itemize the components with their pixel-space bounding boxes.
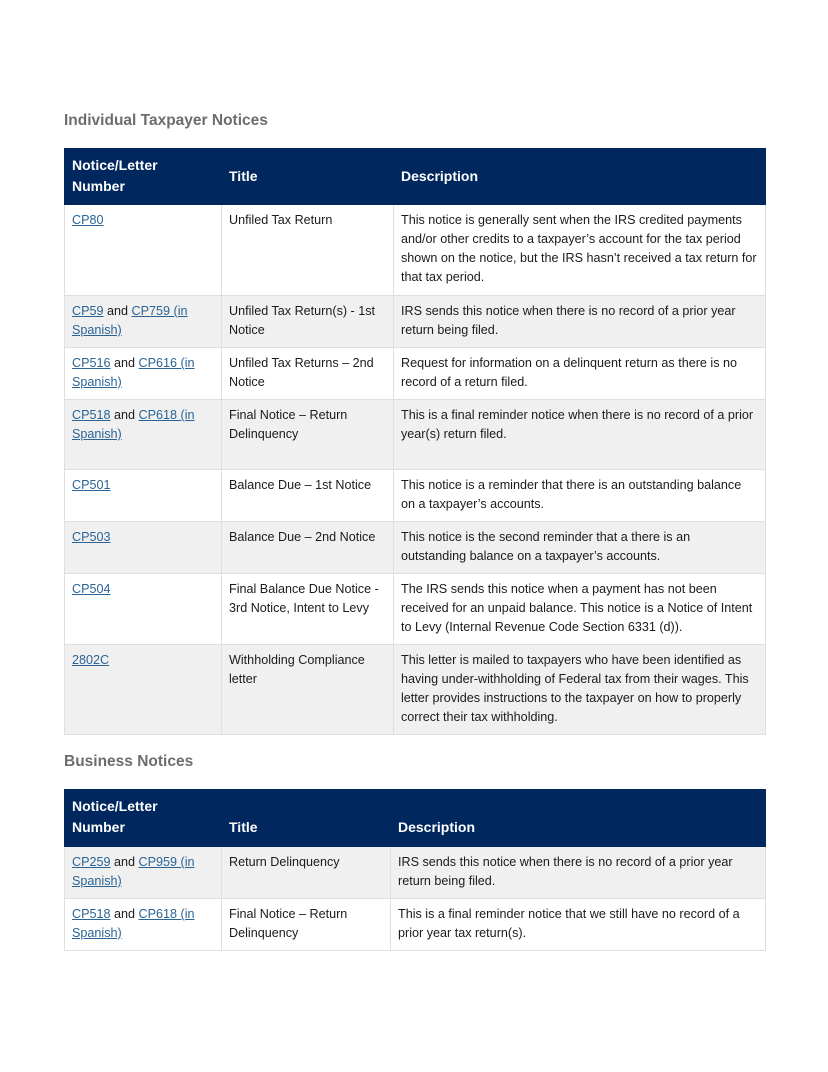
notice-number-cell <box>65 847 222 899</box>
notice-link[interactable]: CP518 <box>72 907 111 921</box>
spanish-notice-link[interactable]: CP618 (in Spanish) <box>72 408 195 441</box>
column-header-number: Notice/Letter Number <box>65 790 222 847</box>
notice-link[interactable]: CP518 <box>72 408 111 422</box>
notice-number-cell <box>65 205 222 296</box>
individual-notices-table <box>64 148 766 735</box>
notice-title-cell: Balance Due – 2nd Notice <box>222 522 394 574</box>
business-notices-body <box>65 847 766 951</box>
spanish-notice-link[interactable]: CP959 (in Spanish) <box>72 855 195 888</box>
individual-notices-body <box>65 205 766 735</box>
notice-number-cell <box>65 348 222 400</box>
notice-number-cell <box>65 899 222 951</box>
notice-number-cell <box>65 400 222 470</box>
business-notices-table <box>64 789 766 951</box>
notice-link[interactable]: CP504 <box>72 582 111 596</box>
notice-description-cell: This notice is generally sent when the IRS credited payments and/or other credits to a taxpayer’s account for the tax period shown on the notice, but the IRS hasn’t received a tax return for that tax period. <box>394 205 766 296</box>
notice-title-cell: Unfiled Tax Return(s) - 1st Notice <box>222 296 394 348</box>
table-row <box>65 470 766 522</box>
notice-title-cell: Withholding Compliance letter <box>222 645 394 735</box>
notice-description-cell: IRS sends this notice when there is no record of a prior year return being filed. <box>391 847 766 899</box>
individual-notices-heading: Individual Taxpayer Notices <box>64 112 268 129</box>
notice-description-cell: Request for information on a delinquent return as there is no record of a return filed. <box>394 348 766 400</box>
notice-title-cell: Unfiled Tax Return <box>222 205 394 296</box>
and-connector: and <box>103 304 132 318</box>
spanish-notice-link[interactable]: CP616 (in Spanish) <box>72 356 195 389</box>
notice-number-cell <box>65 574 222 645</box>
table-row <box>65 522 766 574</box>
notice-title-cell: Balance Due – 1st Notice <box>222 470 394 522</box>
notice-description-cell: This is a final reminder notice that we still have no record of a prior year tax return(s). <box>391 899 766 951</box>
notice-title-cell: Return Delinquency <box>222 847 391 899</box>
notice-link[interactable]: CP501 <box>72 478 111 492</box>
table-row <box>65 400 766 470</box>
notice-link[interactable]: CP259 <box>72 855 111 869</box>
table-row <box>65 205 766 296</box>
notice-description-cell: This notice is the second reminder that a there is an outstanding balance on a taxpayer’s accounts. <box>394 522 766 574</box>
notice-description-cell: The IRS sends this notice when a payment has not been received for an unpaid balance. This notice is a Notice of Intent to Levy (Internal Revenue Code Section 6331 (d)). <box>394 574 766 645</box>
table-row <box>65 847 766 899</box>
table-header-row <box>65 149 766 205</box>
notice-description-cell: This letter is mailed to taxpayers who have been identified as having under-withholding of Federal tax from their wages. This letter provides instructions to the taxpayer on how to properly correct their tax withholding. <box>394 645 766 735</box>
column-header-number: Notice/Letter Number <box>65 149 222 205</box>
spanish-notice-link[interactable]: CP618 (in Spanish) <box>72 907 195 940</box>
business-notices-heading: Business Notices <box>64 753 194 770</box>
table-row <box>65 296 766 348</box>
column-header-title: Title <box>222 790 391 847</box>
notice-link[interactable]: 2802C <box>72 653 110 667</box>
notice-number-cell <box>65 522 222 574</box>
notice-description-cell: IRS sends this notice when there is no record of a prior year return being filed. <box>394 296 766 348</box>
and-connector: and <box>110 356 139 370</box>
notice-link[interactable]: CP59 <box>72 304 104 318</box>
notice-link[interactable]: CP80 <box>72 213 104 227</box>
notice-link[interactable]: CP516 <box>72 356 111 370</box>
notice-link[interactable]: CP503 <box>72 530 111 544</box>
notice-title-cell: Unfiled Tax Returns – 2nd Notice <box>222 348 394 400</box>
and-connector: and <box>110 907 139 921</box>
notice-title-cell: Final Balance Due Notice - 3rd Notice, Intent to Levy <box>222 574 394 645</box>
table-header-row <box>65 790 766 847</box>
column-header-title: Title <box>222 149 394 205</box>
notice-title-cell: Final Notice – Return Delinquency <box>222 400 394 470</box>
table-row <box>65 574 766 645</box>
spanish-notice-link[interactable]: CP759 (in Spanish) <box>72 304 188 337</box>
table-row <box>65 645 766 735</box>
notice-number-cell <box>65 296 222 348</box>
and-connector: and <box>110 855 139 869</box>
notice-description-cell: This notice is a reminder that there is an outstanding balance on a taxpayer’s accounts. <box>394 470 766 522</box>
notice-number-cell <box>65 645 222 735</box>
notice-title-cell: Final Notice – Return Delinquency <box>222 899 391 951</box>
notice-number-cell <box>65 470 222 522</box>
notice-description-cell: This is a final reminder notice when there is no record of a prior year(s) return filed. <box>394 400 766 470</box>
column-header-description: Description <box>391 790 766 847</box>
column-header-description: Description <box>394 149 766 205</box>
table-row <box>65 899 766 951</box>
and-connector: and <box>110 408 139 422</box>
table-row <box>65 348 766 400</box>
